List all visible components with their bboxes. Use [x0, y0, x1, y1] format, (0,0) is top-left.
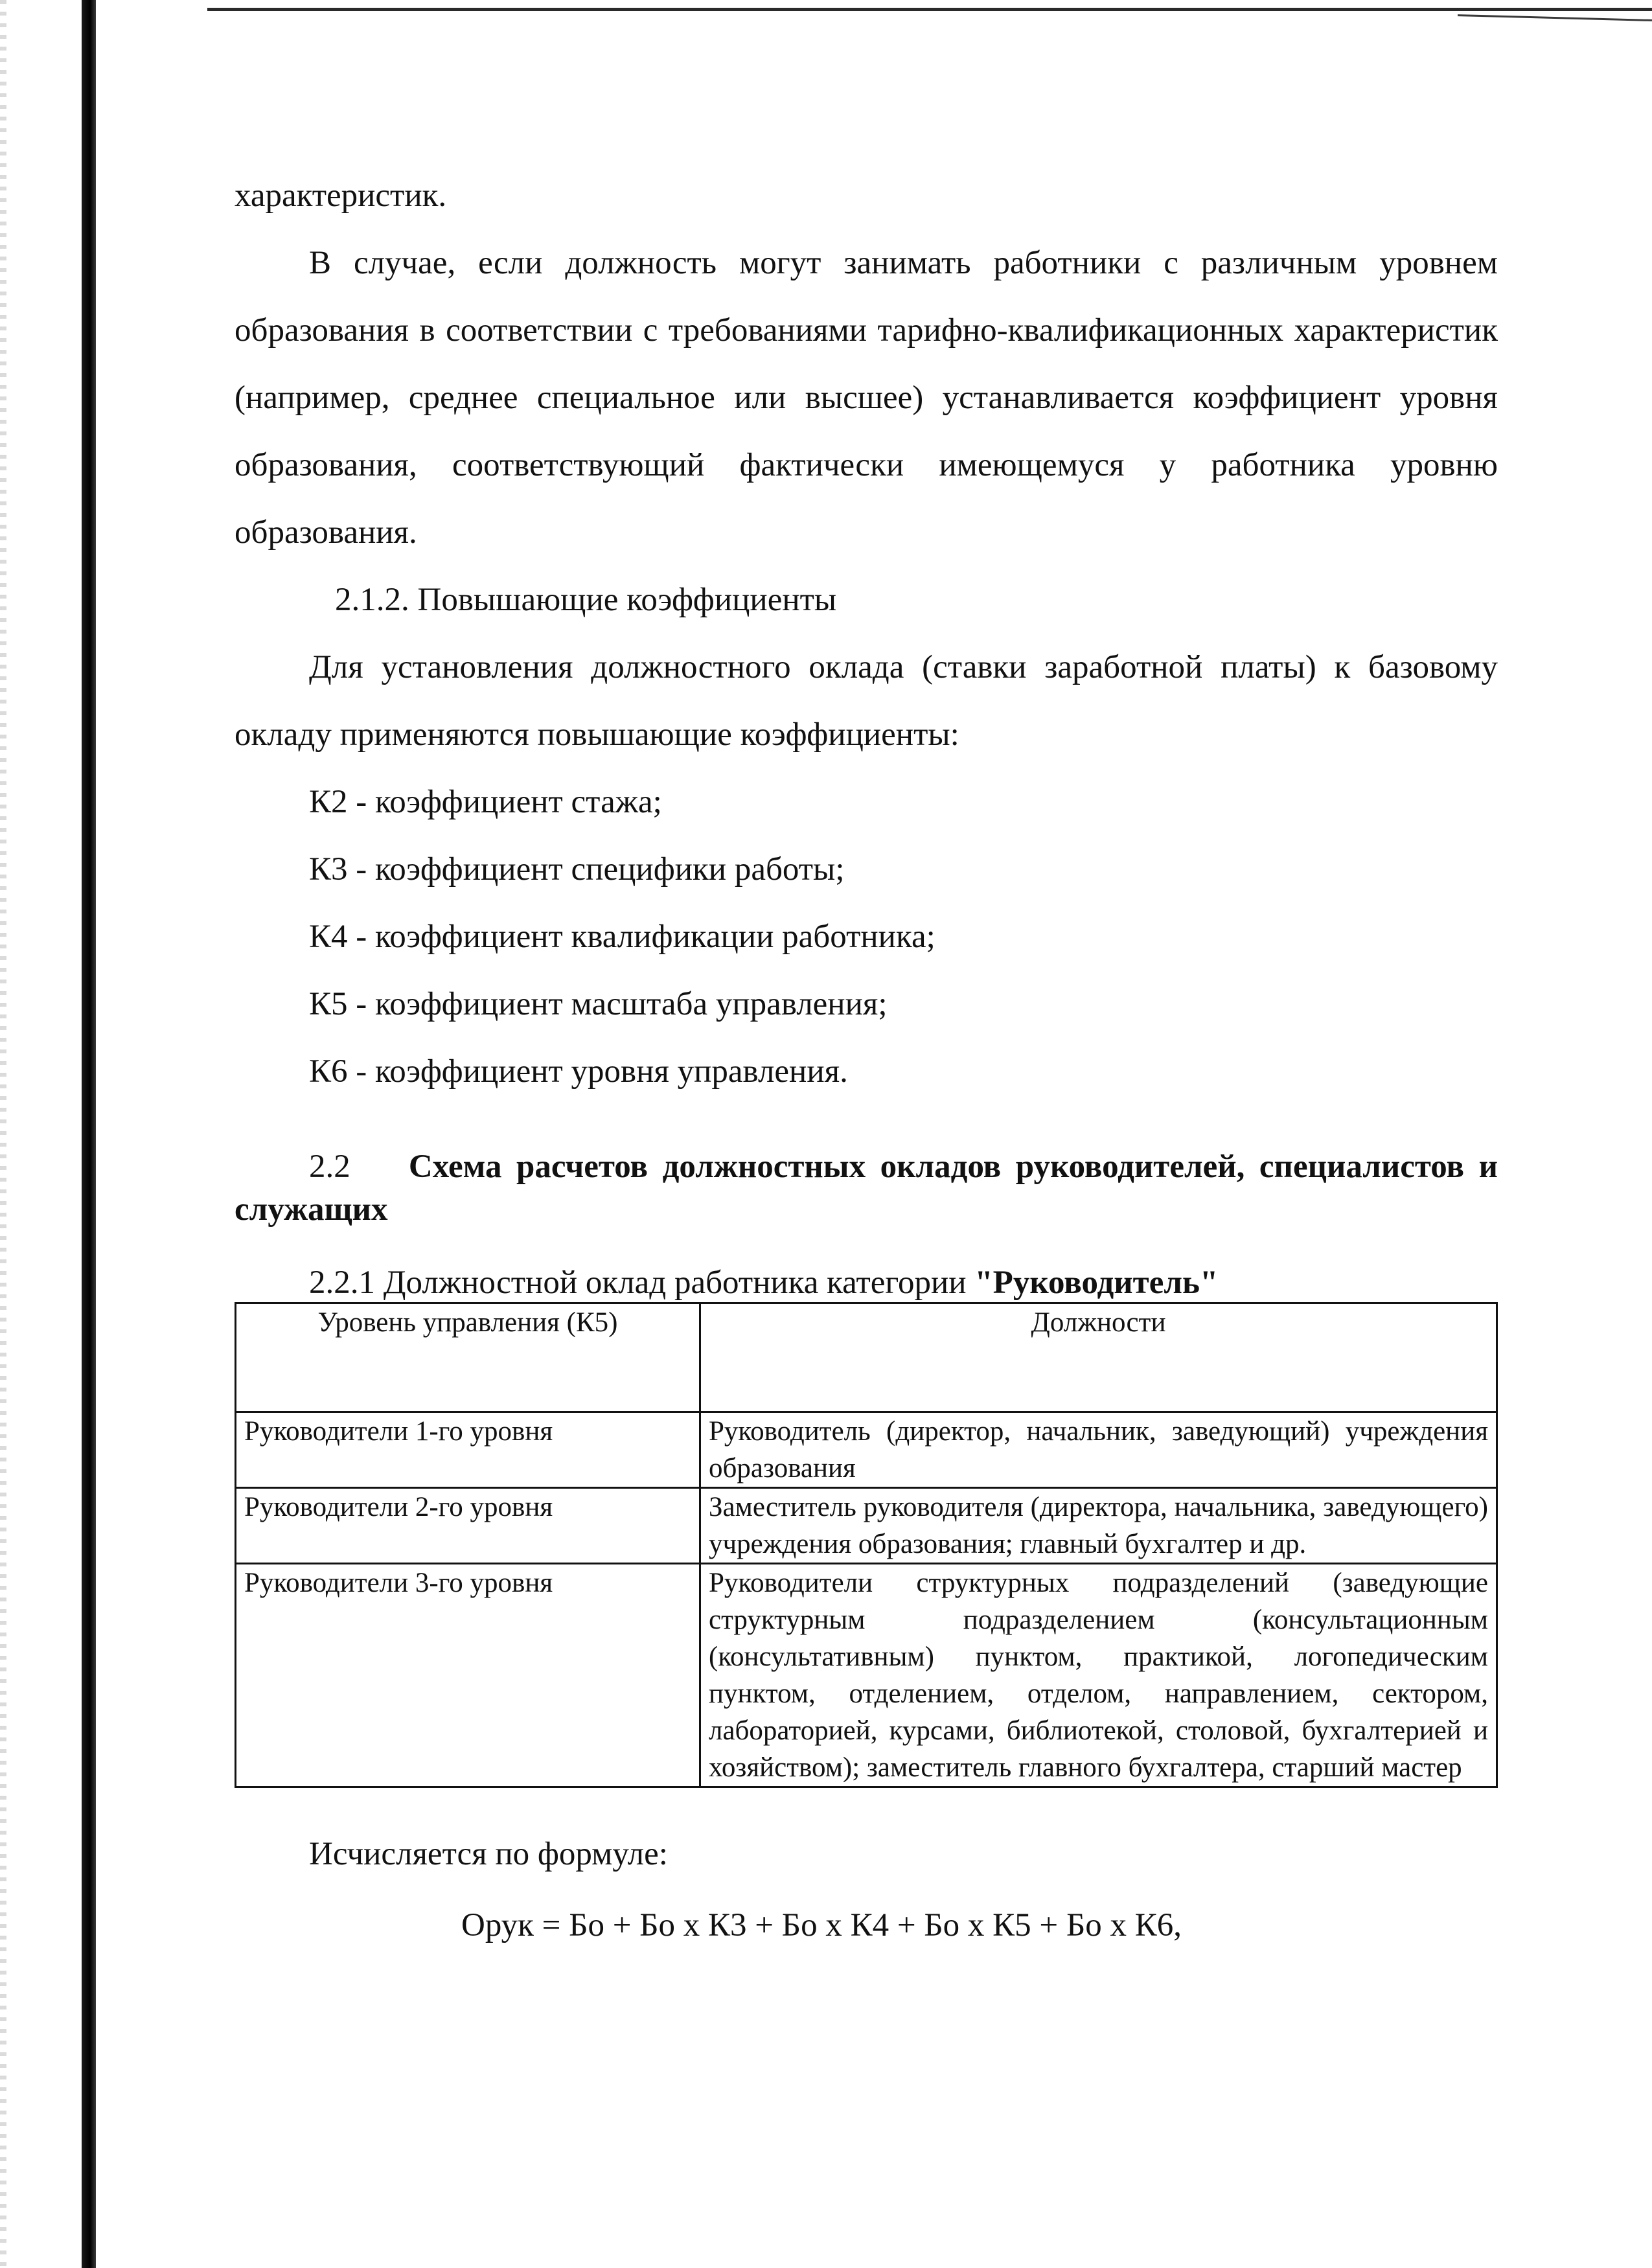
coefficient-item-k2: К2 - коэффициент стажа;	[309, 784, 662, 820]
row3-positions: Руководители структурных подразделений (заведующие структурным подразделением (консультационным (консультативным) пунктом, практикой, логопедическим пунктом, отделением, отделом, направлением, сектором, лабораторией, курсами, библиотекой, столовой, бухгалтерией и хозяйством); заместитель главного бухгалтера, старший мастер	[700, 1564, 1497, 1787]
coefficient-item-k5: К5 - коэффициент масштаба управления;	[309, 986, 888, 1022]
section-22-number: 2.2	[309, 1149, 350, 1185]
table-caption-text: 2.2.1 Должностной оклад работника категории	[309, 1265, 967, 1301]
document-page	[235, 162, 1498, 1959]
row2-positions: Заместитель руководителя (директора, начальника, заведующего) учреждения образования; главный бухгалтер и др.	[700, 1488, 1497, 1564]
table-header-row	[236, 1303, 1497, 1412]
table-row	[236, 1488, 1497, 1564]
scan-top-line-corner	[1458, 14, 1652, 21]
table-caption	[235, 1263, 1498, 1302]
section-212-title: 2.1.2. Повышающие коэффициенты	[335, 582, 837, 618]
table-row	[236, 1564, 1497, 1787]
coefficient-item-k4: К4 - коэффициент квалификации работника;	[309, 919, 935, 955]
section-22-heading	[235, 1145, 1498, 1231]
row1-level: Руководители 1-го уровня	[236, 1412, 700, 1488]
scan-binding-edge	[82, 0, 96, 2268]
coefficient-item-k3: К3 - коэффициент специфики работы;	[309, 851, 845, 888]
manager-levels-table	[235, 1302, 1498, 1788]
table-caption-category: "Руководитель"	[974, 1265, 1219, 1301]
scan-edge-faint	[0, 0, 6, 2268]
section-212-paragraph: Для установления должностного оклада (ставки заработной платы) к базовому окладу применяются повышающие коэффициенты:	[235, 649, 1498, 753]
row1-positions: Руководитель (директор, начальник, заведующий) учреждения образования	[700, 1412, 1497, 1488]
intro-line: характеристик.	[235, 178, 447, 214]
header-positions: Должности	[700, 1303, 1497, 1412]
coefficient-list	[235, 768, 1498, 1105]
header-level: Уровень управления (К5)	[236, 1303, 700, 1412]
scan-top-line	[207, 8, 1652, 11]
section-22-title: Схема расчетов должностных окладов руководителей, специалистов и служащих	[235, 1149, 1498, 1228]
row2-level: Руководители 2-го уровня	[236, 1488, 700, 1564]
formula: Орук = Бо + Бо х К3 + Бо х К4 + Бо х К5 + Бо х К6,	[461, 1907, 1182, 1943]
formula-intro: Исчисляется по формуле:	[309, 1836, 668, 1872]
table-row	[236, 1412, 1497, 1488]
row3-level: Руководители 3-го уровня	[236, 1564, 700, 1787]
coefficient-item-k6: К6 - коэффициент уровня управления.	[309, 1053, 848, 1090]
intro-paragraph: В случае, если должность могут занимать работники с различным уровнем образования в соответствии с требованиями тарифно-квалификационных характеристик (например, среднее специальное или высшее) устанавливается коэффициент уровня образования, соответствующий фактически имеющемуся у работника уровню образования.	[235, 245, 1498, 551]
